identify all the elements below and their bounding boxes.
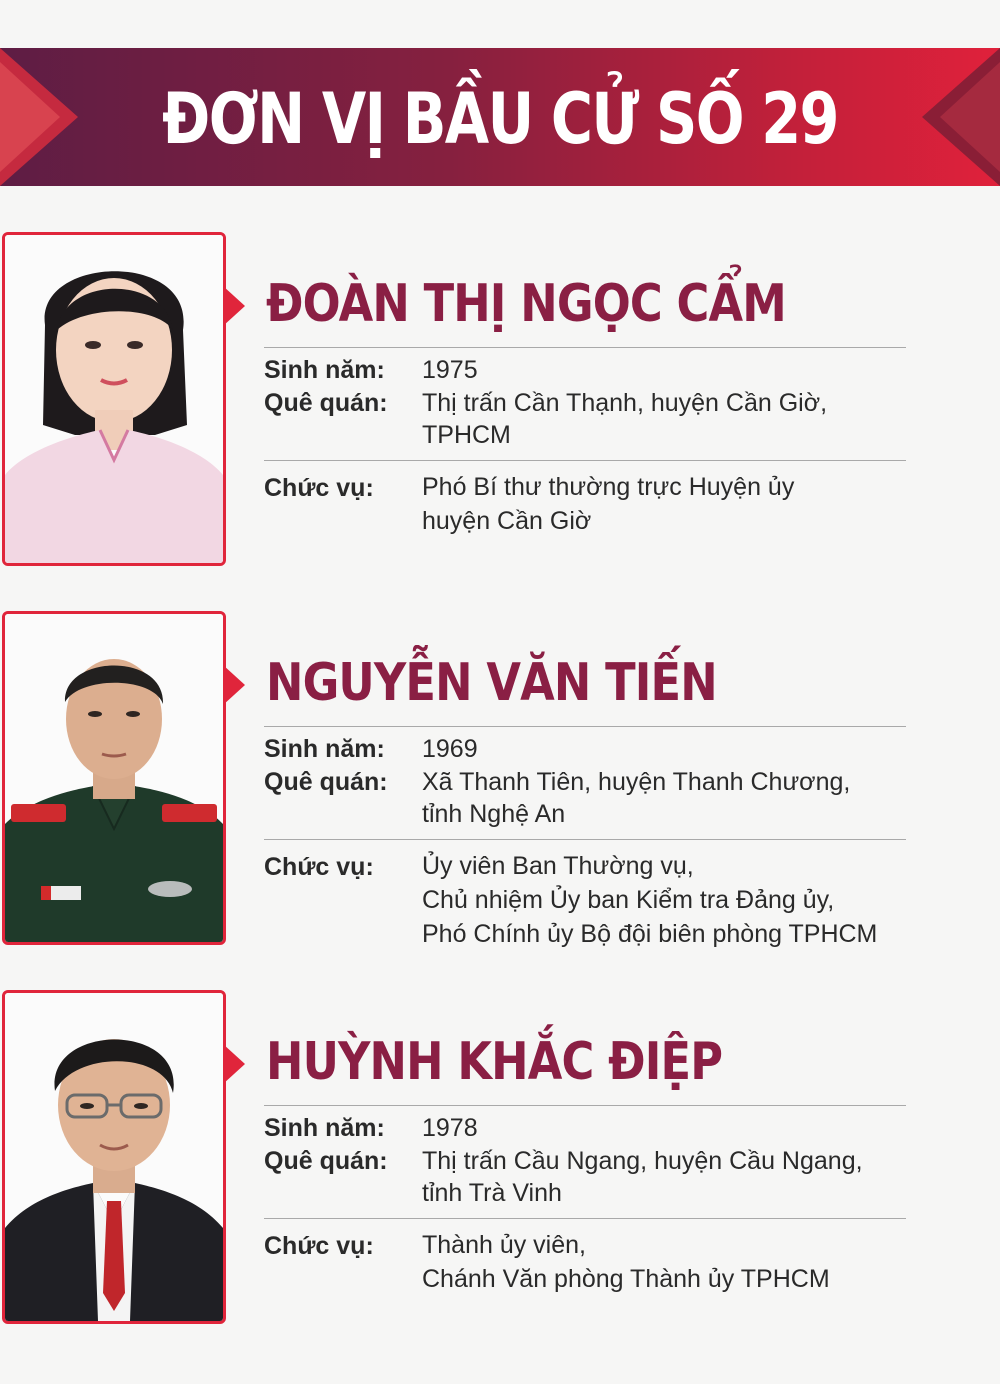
birth-year-value: 1978 [422, 1114, 478, 1142]
candidate-name: NGUYỄN VĂN TIẾN [266, 653, 717, 713]
pointer-decoration [223, 286, 245, 326]
birth-year-label: Sinh năm: [264, 1114, 385, 1142]
candidate-card-2 [0, 611, 1000, 951]
position-label: Chức vụ: [264, 853, 374, 881]
header-banner [0, 48, 1000, 186]
position-line-1: Ủy viên Ban Thường vụ, [422, 852, 694, 880]
birth-year-value: 1969 [422, 735, 478, 763]
candidate-name: HUỲNH KHẮC ĐIỆP [266, 1032, 723, 1092]
pointer-decoration [223, 665, 245, 705]
hometown-line-2: tỉnh Trà Vinh [422, 1179, 562, 1207]
hometown-label: Quê quán: [264, 768, 388, 796]
hometown-line-1: Xã Thanh Tiên, huyện Thanh Chương, [422, 768, 851, 796]
divider [264, 1105, 906, 1106]
divider [264, 726, 906, 727]
hometown-label: Quê quán: [264, 1147, 388, 1175]
position-line-2: Chánh Văn phòng Thành ủy TPHCM [422, 1265, 830, 1293]
hometown-line-1: Thị trấn Cầu Ngang, huyện Cầu Ngang, [422, 1147, 863, 1175]
position-line-2: huyện Cần Giờ [422, 507, 592, 535]
position-line-2: Chủ nhiệm Ủy ban Kiểm tra Đảng ủy, [422, 886, 835, 914]
candidate-portrait-officer [5, 614, 223, 942]
position-line-3: Phó Chính ủy Bộ đội biên phòng TPHCM [422, 920, 878, 948]
candidate-portrait-woman [5, 235, 223, 563]
hometown-label: Quê quán: [264, 389, 388, 417]
hometown-line-2: TPHCM [422, 421, 511, 449]
hometown-line-1: Thị trấn Cần Thạnh, huyện Cần Giờ, [422, 389, 828, 417]
position-label: Chức vụ: [264, 474, 374, 502]
candidate-name: ĐOÀN THỊ NGỌC CẨM [266, 274, 786, 334]
pointer-decoration [223, 1044, 245, 1084]
divider [264, 1218, 906, 1219]
birth-year-label: Sinh năm: [264, 356, 385, 384]
hometown-line-2: tỉnh Nghệ An [422, 800, 566, 828]
right-arrow-inner-decoration [940, 62, 1000, 172]
position-line-1: Thành ủy viên, [422, 1231, 586, 1259]
candidate-photo-frame [2, 990, 226, 1324]
candidate-portrait-man-suit [5, 993, 223, 1321]
divider [264, 347, 906, 348]
divider [264, 839, 906, 840]
candidate-photo-frame [2, 611, 226, 945]
candidate-card-3 [0, 990, 1000, 1330]
birth-year-label: Sinh năm: [264, 735, 385, 763]
divider [264, 460, 906, 461]
page-title: ĐƠN VỊ BẦU CỬ SỐ 29 [162, 78, 838, 160]
candidate-card-1 [0, 232, 1000, 572]
candidate-photo-frame [2, 232, 226, 566]
left-arrow-inner-decoration [0, 62, 60, 172]
position-line-1: Phó Bí thư thường trực Huyện ủy [422, 473, 795, 501]
birth-year-value: 1975 [422, 356, 478, 384]
position-label: Chức vụ: [264, 1232, 374, 1260]
